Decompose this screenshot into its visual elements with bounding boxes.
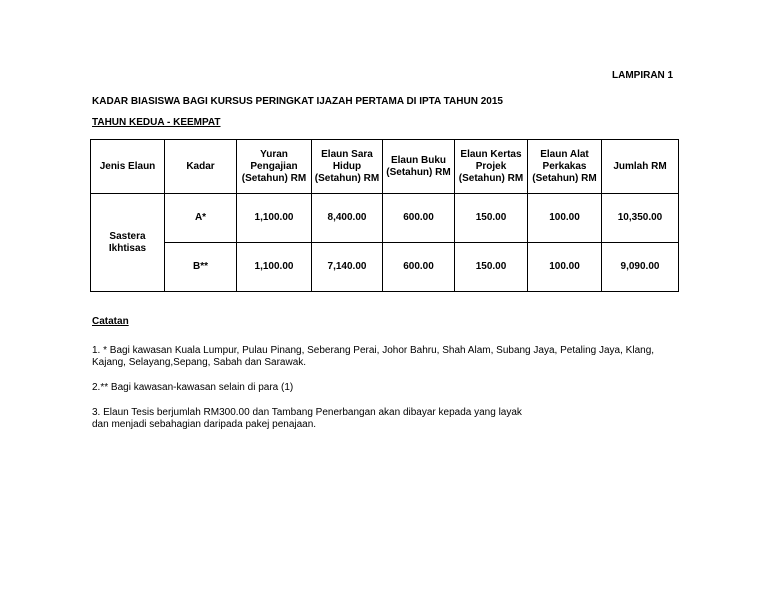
total-cell: 9,090.00 [602,243,679,292]
note-3-line-2: dan menjadi sebahagian daripada pakej penajaan. [92,419,317,430]
value-cell: 8,400.00 [312,194,383,243]
value-cell: 100.00 [528,194,602,243]
appendix-label: LAMPIRAN 1 [612,70,674,81]
total-cell: 10,350.00 [602,194,679,243]
value-cell: 100.00 [528,243,602,292]
table-header-row [91,140,679,194]
header-cell: Yuran Pengajian (Setahun) RM [237,140,312,194]
scholarship-rates-table [90,139,679,292]
header-cell: Elaun Alat Perkakas (Setahun) RM [528,140,602,194]
category-cell: Sastera Ikhtisas [91,194,165,292]
note-3 [92,407,682,431]
value-cell: 600.00 [383,243,455,292]
document-title: KADAR BIASISWA BAGI KURSUS PERINGKAT IJAZAH PERTAMA DI IPTA TAHUN 2015 [92,96,503,107]
value-cell: 7,140.00 [312,243,383,292]
header-cell: Elaun Buku (Setahun) RM [383,140,455,194]
header-cell: Jumlah RM [602,140,679,194]
note-3-line-1: 3. Elaun Tesis berjumlah RM300.00 dan Tambang Penerbangan akan dibayar kepada yang layak [92,407,522,418]
notes-heading: Catatan [92,316,129,327]
header-cell: Jenis Elaun [91,140,165,194]
note-1: 1. * Bagi kawasan Kuala Lumpur, Pulau Pinang, Seberang Perai, Johor Bahru, Shah Alam, Subang Jaya, Petaling Jaya, Klang, Kajang, Selayang,Sepang, Sabah dan Sarawak. [92,345,655,368]
table-row [91,194,679,243]
kadar-cell: A* [165,194,237,243]
kadar-cell: B** [165,243,237,292]
table-row [91,243,679,292]
value-cell: 600.00 [383,194,455,243]
header-cell: Elaun Kertas Projek (Setahun) RM [455,140,528,194]
value-cell: 1,100.00 [237,243,312,292]
value-cell: 150.00 [455,243,528,292]
note-2: 2.** Bagi kawasan-kawasan selain di para (1) [92,382,294,393]
section-subtitle: TAHUN KEDUA - KEEMPAT [92,117,221,128]
value-cell: 150.00 [455,194,528,243]
header-cell: Kadar [165,140,237,194]
header-cell: Elaun Sara Hidup (Setahun) RM [312,140,383,194]
value-cell: 1,100.00 [237,194,312,243]
